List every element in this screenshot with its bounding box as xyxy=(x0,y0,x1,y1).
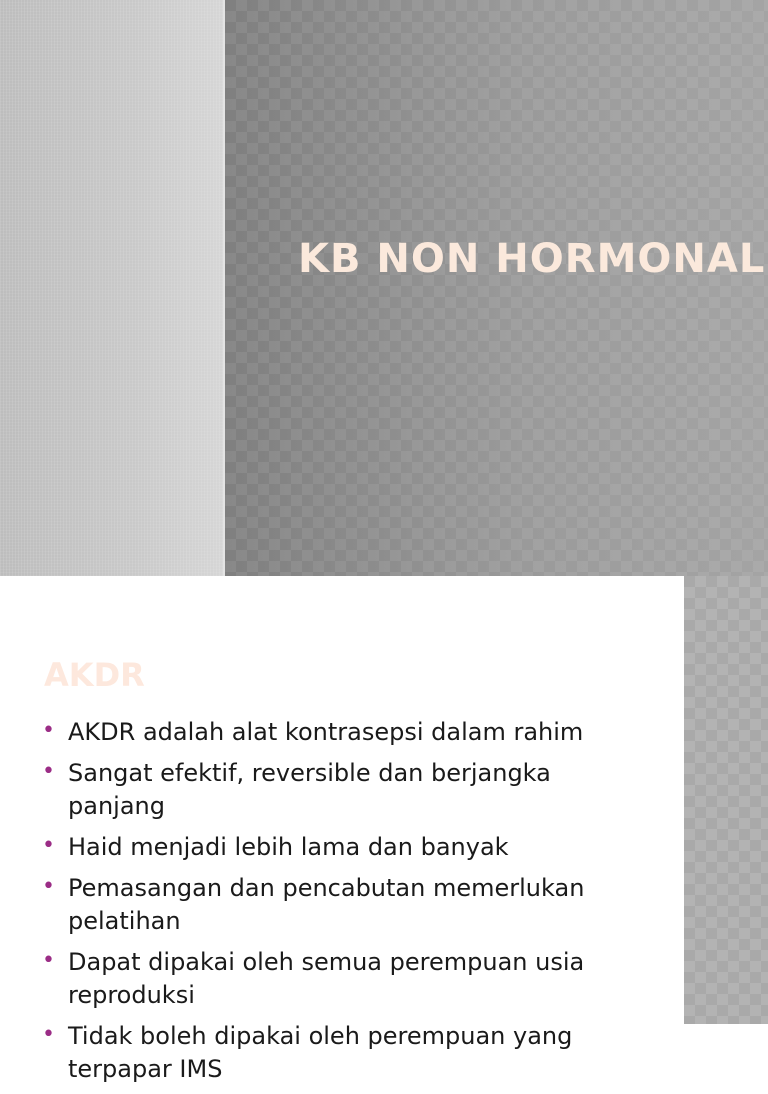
content-slide xyxy=(0,576,768,1083)
bullet-icon: • xyxy=(42,833,55,858)
bullet-text: Pemasangan dan pencabutan memerlukan pelatihan xyxy=(68,874,585,935)
bullet-icon: • xyxy=(42,718,55,743)
bullet-list xyxy=(40,716,640,1094)
bullet-text: Sangat efektif, reversible dan berjangka panjang xyxy=(68,759,551,820)
bullet-item xyxy=(40,757,640,823)
bullet-item xyxy=(40,831,640,864)
bullet-text: AKDR adalah alat kontrasepsi dalam rahim xyxy=(68,718,584,746)
bullet-text: Haid menjadi lebih lama dan banyak xyxy=(68,833,509,861)
bullet-icon: • xyxy=(42,948,55,973)
bullet-icon: • xyxy=(42,1022,55,1047)
title-slide-right-panel xyxy=(225,0,768,576)
bullet-item xyxy=(40,716,640,749)
bullet-item xyxy=(40,946,640,1012)
bullet-item xyxy=(40,1020,640,1086)
slide-heading: AKDR xyxy=(44,656,145,694)
bullet-text: Dapat dipakai oleh semua perempuan usia reproduksi xyxy=(68,948,585,1009)
bullet-item xyxy=(40,872,640,938)
bullet-text: Tidak boleh dipakai oleh perempuan yang terpapar IMS xyxy=(68,1022,573,1083)
content-slide-side-strip xyxy=(684,576,768,1024)
title-slide-left-panel xyxy=(0,0,223,576)
bullet-icon: • xyxy=(42,759,55,784)
bullet-icon: • xyxy=(42,874,55,899)
slide-title: KB NON HORMONAL xyxy=(298,236,766,282)
